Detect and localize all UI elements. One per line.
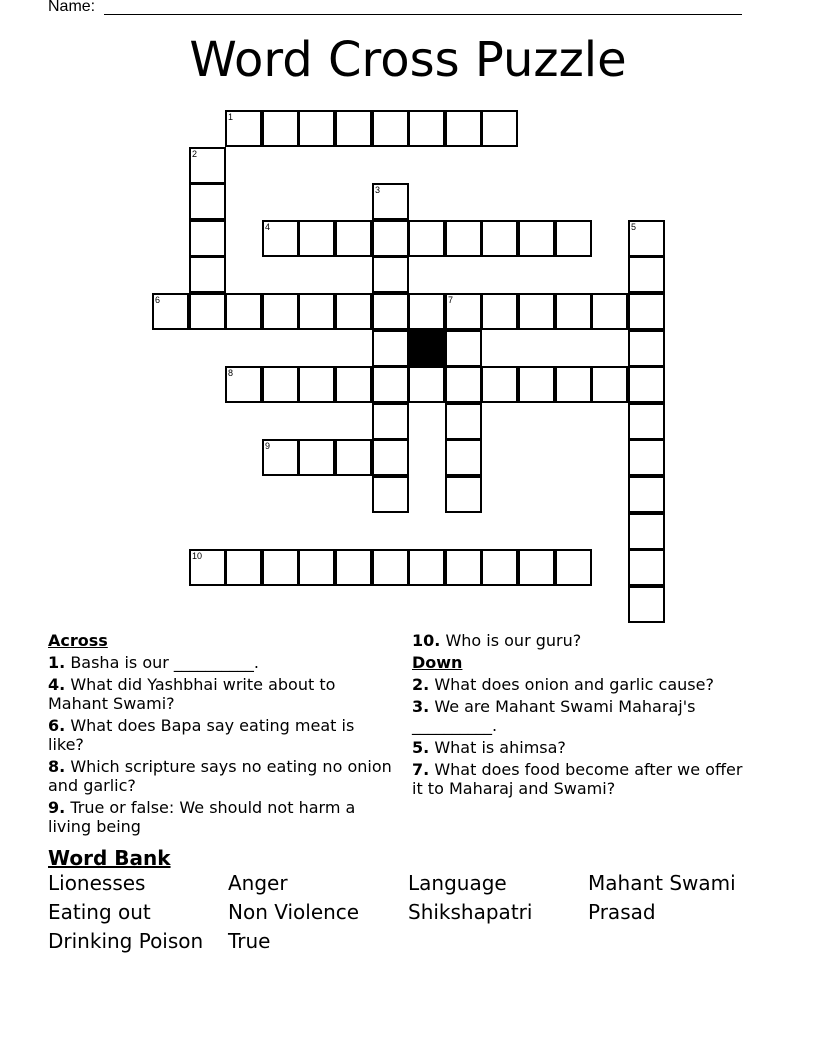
clue-across-1: 1. Basha is our __________.	[48, 653, 260, 672]
grid-cell[interactable]	[262, 220, 299, 257]
grid-cell[interactable]	[408, 110, 445, 147]
page-title: Word Cross Puzzle	[189, 32, 627, 88]
grid-cell[interactable]	[445, 330, 482, 367]
name-label: Name:	[48, 0, 96, 15]
grid-cell[interactable]	[628, 366, 665, 403]
grid-cell[interactable]	[555, 549, 592, 586]
clue-number: 3	[375, 185, 381, 195]
grid-cell[interactable]	[335, 549, 372, 586]
grid-cell[interactable]	[445, 366, 482, 403]
grid-cell[interactable]	[372, 293, 409, 330]
grid-cell[interactable]	[262, 439, 299, 476]
grid-cell[interactable]	[152, 293, 189, 330]
word-bank-item: Drinking Poison	[48, 929, 204, 953]
grid-cell[interactable]	[298, 293, 335, 330]
clue-across-4: 4. What did Yashbhai write about to Mahant Swami?	[48, 675, 336, 713]
clue-across-10: 10. Who is our guru?	[412, 631, 582, 650]
word-bank-item: Prasad	[588, 900, 656, 924]
grid-cell[interactable]	[189, 549, 226, 586]
grid-cell[interactable]	[189, 256, 226, 293]
clue-number: 9	[265, 441, 271, 451]
grid-cell[interactable]	[298, 439, 335, 476]
grid-cell[interactable]	[189, 183, 226, 220]
grid-cell[interactable]	[335, 110, 372, 147]
grid-cell[interactable]	[481, 366, 518, 403]
word-bank-item: Eating out	[48, 900, 151, 924]
clues-left-column	[48, 631, 393, 839]
grid-cell[interactable]	[189, 147, 226, 184]
clue-across-9: 9. True or false: We should not harm a living being	[48, 798, 356, 836]
word-bank-item: Shikshapatri	[408, 900, 533, 924]
clue-number: 8	[228, 368, 234, 378]
grid-cell[interactable]	[262, 366, 299, 403]
grid-cell[interactable]	[372, 549, 409, 586]
grid-cell[interactable]	[225, 549, 262, 586]
grid-cell[interactable]	[372, 256, 409, 293]
grid-cell[interactable]	[628, 330, 665, 367]
word-bank	[48, 872, 788, 953]
grid-cell[interactable]	[481, 549, 518, 586]
grid-cell[interactable]	[372, 220, 409, 257]
grid-cell[interactable]	[628, 220, 665, 257]
grid-cell[interactable]	[298, 366, 335, 403]
grid-cell[interactable]	[445, 549, 482, 586]
grid-cell[interactable]	[445, 110, 482, 147]
grid-cell[interactable]	[225, 110, 262, 147]
grid-cell[interactable]	[298, 110, 335, 147]
grid-cell[interactable]	[335, 366, 372, 403]
clue-number: 7	[448, 295, 454, 305]
grid-cell[interactable]	[445, 439, 482, 476]
clue-number: 2	[192, 149, 198, 159]
grid-cell[interactable]	[225, 366, 262, 403]
grid-cell[interactable]	[555, 293, 592, 330]
grid-cell[interactable]	[262, 549, 299, 586]
grid-cell[interactable]	[372, 439, 409, 476]
grid-cell[interactable]	[408, 293, 445, 330]
grid-cell[interactable]	[445, 403, 482, 440]
grid-cell[interactable]	[481, 293, 518, 330]
clue-number: 6	[155, 295, 161, 305]
down-heading: Down	[412, 653, 463, 672]
grid-cell[interactable]	[518, 220, 555, 257]
grid-cell[interactable]	[372, 403, 409, 440]
grid-cell[interactable]	[335, 220, 372, 257]
grid-cell[interactable]	[628, 403, 665, 440]
across-heading: Across	[48, 631, 108, 650]
grid-cell[interactable]	[225, 293, 262, 330]
grid-cell[interactable]	[262, 110, 299, 147]
grid-cell[interactable]	[408, 366, 445, 403]
word-bank-item: Non Violence	[228, 900, 360, 924]
word-bank-item: True	[228, 929, 271, 953]
grid-cell[interactable]	[445, 293, 482, 330]
clue-number: 1	[228, 112, 234, 122]
grid-cell[interactable]	[628, 586, 665, 623]
word-bank-item: Language	[408, 871, 507, 895]
grid-cell[interactable]	[408, 549, 445, 586]
clue-across-8: 8. Which scripture says no eating no onion and garlic?	[48, 757, 392, 795]
clue-number: 4	[265, 222, 271, 232]
grid-cell[interactable]	[262, 293, 299, 330]
grid-cell[interactable]	[591, 366, 628, 403]
grid-cell[interactable]	[628, 439, 665, 476]
word-bank-item: Mahant Swami	[588, 871, 736, 895]
grid-cell[interactable]	[591, 293, 628, 330]
clue-number: 5	[631, 222, 637, 232]
grid-cell[interactable]	[372, 366, 409, 403]
grid-cell[interactable]	[518, 366, 555, 403]
grid-cell[interactable]	[335, 439, 372, 476]
word-bank-item: Anger	[228, 871, 288, 895]
clue-down-5: 5. What is ahimsa?	[412, 738, 566, 757]
grid-cell[interactable]	[372, 183, 409, 220]
grid-cell[interactable]	[628, 293, 665, 330]
grid-cell[interactable]	[372, 330, 409, 367]
grid-cell[interactable]	[518, 293, 555, 330]
grid-cell[interactable]	[189, 293, 226, 330]
grid-cell[interactable]	[518, 549, 555, 586]
word-bank-item: Lionesses	[48, 871, 146, 895]
grid-cell[interactable]	[408, 220, 445, 257]
clues-right-column	[412, 631, 757, 801]
grid-cell[interactable]	[335, 293, 372, 330]
clue-number: 10	[192, 551, 203, 561]
clue-across-6: 6. What does Bapa say eating meat is like?	[48, 716, 355, 754]
grid-cell[interactable]	[628, 513, 665, 550]
word-bank-title: Word Bank	[48, 846, 171, 870]
grid-cell[interactable]	[481, 220, 518, 257]
grid-cell[interactable]	[628, 476, 665, 513]
grid-cell[interactable]	[555, 366, 592, 403]
grid-cell[interactable]	[628, 549, 665, 586]
grid-cell[interactable]	[298, 549, 335, 586]
black-cell	[408, 330, 445, 367]
grid-cell[interactable]	[372, 476, 409, 513]
grid-cell[interactable]	[555, 220, 592, 257]
grid-cell[interactable]	[481, 110, 518, 147]
grid-cell[interactable]	[445, 220, 482, 257]
clue-down-7: 7. What does food become after we offer it to Maharaj and Swami?	[412, 760, 743, 798]
grid-cell[interactable]	[628, 256, 665, 293]
grid-cell[interactable]	[445, 476, 482, 513]
grid-cell[interactable]	[372, 110, 409, 147]
grid-cell[interactable]	[189, 220, 226, 257]
grid-cell[interactable]	[298, 220, 335, 257]
clue-down-3: 3. We are Mahant Swami Maharaj's __________.	[412, 697, 696, 735]
clue-down-2: 2. What does onion and garlic cause?	[412, 675, 714, 694]
